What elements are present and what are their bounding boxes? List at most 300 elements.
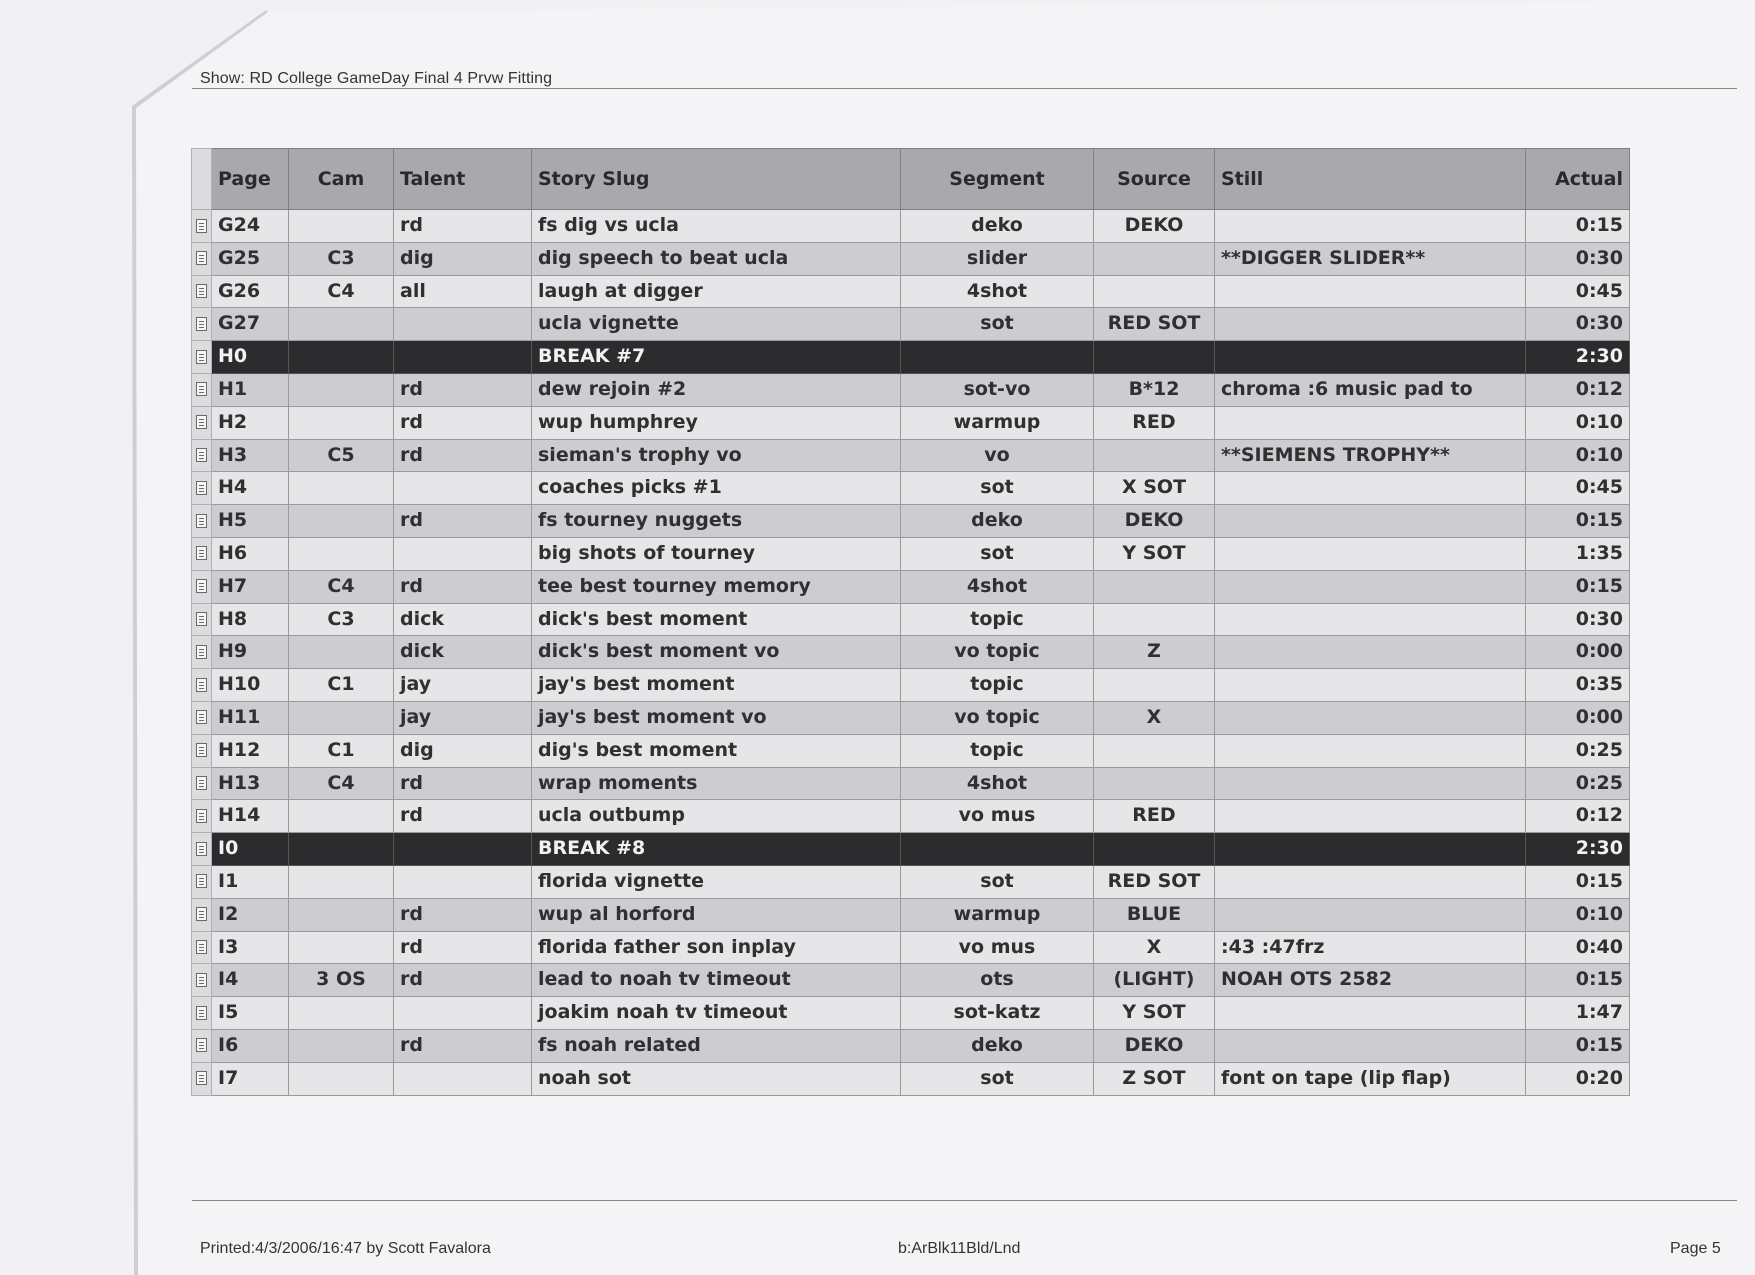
cell-source bbox=[1094, 242, 1215, 275]
cell-actual: 1:35 bbox=[1526, 537, 1630, 570]
cell-story-slug: tee best tourney memory bbox=[532, 570, 901, 603]
row-document-icon bbox=[196, 612, 207, 626]
cell-still bbox=[1215, 997, 1526, 1030]
row-icon-cell bbox=[192, 341, 212, 374]
cell-source: DEKO bbox=[1094, 210, 1215, 243]
cell-actual: 2:30 bbox=[1526, 341, 1630, 374]
cell-page: H10 bbox=[212, 669, 289, 702]
cell-still: chroma :6 music pad to bbox=[1215, 373, 1526, 406]
row-document-icon bbox=[196, 546, 207, 560]
row-document-icon bbox=[196, 514, 207, 528]
table-row[interactable] bbox=[192, 439, 1630, 472]
cell-source: RED SOT bbox=[1094, 308, 1215, 341]
table-row[interactable] bbox=[192, 242, 1630, 275]
cell-segment: sot-vo bbox=[901, 373, 1094, 406]
column-header-segment: Segment bbox=[901, 149, 1094, 210]
cell-source bbox=[1094, 767, 1215, 800]
cell-page: I2 bbox=[212, 898, 289, 931]
cell-still bbox=[1215, 570, 1526, 603]
cell-source: X SOT bbox=[1094, 472, 1215, 505]
cell-talent bbox=[394, 472, 532, 505]
row-document-icon bbox=[196, 350, 207, 364]
row-icon-cell bbox=[192, 636, 212, 669]
cell-segment: warmup bbox=[901, 406, 1094, 439]
cell-segment: deko bbox=[901, 210, 1094, 243]
cell-page: G27 bbox=[212, 308, 289, 341]
cell-still bbox=[1215, 472, 1526, 505]
cell-story-slug: coaches picks #1 bbox=[532, 472, 901, 505]
cell-cam bbox=[289, 898, 394, 931]
row-document-icon bbox=[196, 415, 207, 429]
row-icon-cell bbox=[192, 997, 212, 1030]
cell-source: DEKO bbox=[1094, 1029, 1215, 1062]
column-header-still: Still bbox=[1215, 149, 1526, 210]
cell-cam bbox=[289, 833, 394, 866]
cell-still bbox=[1215, 833, 1526, 866]
row-document-icon bbox=[196, 874, 207, 888]
cell-talent: rd bbox=[394, 570, 532, 603]
row-document-icon bbox=[196, 1071, 207, 1085]
cell-page: H11 bbox=[212, 701, 289, 734]
cell-cam bbox=[289, 800, 394, 833]
table-row[interactable] bbox=[192, 701, 1630, 734]
cell-page: H7 bbox=[212, 570, 289, 603]
table-row[interactable] bbox=[192, 570, 1630, 603]
page-number: Page 5 bbox=[1670, 1240, 1721, 1257]
cell-still bbox=[1215, 275, 1526, 308]
cell-source: RED SOT bbox=[1094, 865, 1215, 898]
cell-still: font on tape (lip flap) bbox=[1215, 1062, 1526, 1095]
cell-segment: vo topic bbox=[901, 701, 1094, 734]
cell-still: :43 :47frz bbox=[1215, 931, 1526, 964]
cell-story-slug: dew rejoin #2 bbox=[532, 373, 901, 406]
cell-source: (LIGHT) bbox=[1094, 964, 1215, 997]
cell-still bbox=[1215, 636, 1526, 669]
cell-cam bbox=[289, 537, 394, 570]
cell-actual: 0:10 bbox=[1526, 406, 1630, 439]
row-icon-cell bbox=[192, 439, 212, 472]
cell-talent: rd bbox=[394, 931, 532, 964]
cell-actual: 0:45 bbox=[1526, 472, 1630, 505]
cell-cam bbox=[289, 1029, 394, 1062]
cell-cam: C3 bbox=[289, 242, 394, 275]
cell-cam bbox=[289, 505, 394, 538]
cell-source bbox=[1094, 570, 1215, 603]
row-document-icon bbox=[196, 973, 207, 987]
row-document-icon bbox=[196, 678, 207, 692]
cell-segment bbox=[901, 833, 1094, 866]
cell-source bbox=[1094, 833, 1215, 866]
cell-cam: 3 OS bbox=[289, 964, 394, 997]
cell-source: RED bbox=[1094, 406, 1215, 439]
row-icon-cell bbox=[192, 833, 212, 866]
row-document-icon bbox=[196, 645, 207, 659]
table-row[interactable] bbox=[192, 931, 1630, 964]
cell-page: H2 bbox=[212, 406, 289, 439]
table-row[interactable] bbox=[192, 308, 1630, 341]
cell-actual: 0:25 bbox=[1526, 767, 1630, 800]
cell-story-slug: dig speech to beat ucla bbox=[532, 242, 901, 275]
cell-source bbox=[1094, 275, 1215, 308]
cell-segment: sot bbox=[901, 472, 1094, 505]
cell-actual: 0:45 bbox=[1526, 275, 1630, 308]
cell-still bbox=[1215, 669, 1526, 702]
cell-still bbox=[1215, 341, 1526, 374]
cell-page: G24 bbox=[212, 210, 289, 243]
cell-talent: rd bbox=[394, 373, 532, 406]
cell-cam bbox=[289, 997, 394, 1030]
cell-talent bbox=[394, 997, 532, 1030]
cell-page: I0 bbox=[212, 833, 289, 866]
cell-actual: 0:20 bbox=[1526, 1062, 1630, 1095]
show-title: Show: RD College GameDay Final 4 Prvw Fitting bbox=[200, 70, 553, 87]
cell-talent: rd bbox=[394, 767, 532, 800]
column-header-cam: Cam bbox=[289, 149, 394, 210]
cell-still bbox=[1215, 734, 1526, 767]
cell-segment: ots bbox=[901, 964, 1094, 997]
cell-still bbox=[1215, 603, 1526, 636]
cell-page: H13 bbox=[212, 767, 289, 800]
cell-story-slug: jay's best moment vo bbox=[532, 701, 901, 734]
cell-source: DEKO bbox=[1094, 505, 1215, 538]
column-header-actual: Actual bbox=[1526, 149, 1630, 210]
row-document-icon bbox=[196, 219, 207, 233]
cell-source: Y SOT bbox=[1094, 537, 1215, 570]
footer-rule bbox=[192, 1200, 1737, 1201]
table-row[interactable] bbox=[192, 964, 1630, 997]
cell-story-slug: big shots of tourney bbox=[532, 537, 901, 570]
row-document-icon bbox=[196, 284, 207, 298]
cell-cam bbox=[289, 865, 394, 898]
cell-segment: 4shot bbox=[901, 275, 1094, 308]
cell-story-slug: wup humphrey bbox=[532, 406, 901, 439]
row-document-icon bbox=[196, 809, 207, 823]
cell-page: H3 bbox=[212, 439, 289, 472]
table-row[interactable] bbox=[192, 898, 1630, 931]
cell-actual: 0:15 bbox=[1526, 570, 1630, 603]
row-icon-header bbox=[192, 149, 212, 210]
cell-segment: 4shot bbox=[901, 767, 1094, 800]
cell-still: **DIGGER SLIDER** bbox=[1215, 242, 1526, 275]
cell-story-slug: joakim noah tv timeout bbox=[532, 997, 901, 1030]
cell-page: I4 bbox=[212, 964, 289, 997]
cell-story-slug: dig's best moment bbox=[532, 734, 901, 767]
cell-still bbox=[1215, 767, 1526, 800]
cell-page: H8 bbox=[212, 603, 289, 636]
cell-still bbox=[1215, 1029, 1526, 1062]
row-icon-cell bbox=[192, 275, 212, 308]
cell-actual: 0:10 bbox=[1526, 898, 1630, 931]
row-icon-cell bbox=[192, 537, 212, 570]
cell-cam: C1 bbox=[289, 734, 394, 767]
row-icon-cell bbox=[192, 603, 212, 636]
cell-source: Y SOT bbox=[1094, 997, 1215, 1030]
cell-cam bbox=[289, 308, 394, 341]
cell-source: X bbox=[1094, 701, 1215, 734]
cell-cam bbox=[289, 406, 394, 439]
cell-talent: dig bbox=[394, 734, 532, 767]
cell-story-slug: lead to noah tv timeout bbox=[532, 964, 901, 997]
cell-story-slug: noah sot bbox=[532, 1062, 901, 1095]
print-format: b:ArBlk11Bld/Lnd bbox=[898, 1240, 1021, 1257]
cell-page: H1 bbox=[212, 373, 289, 406]
cell-still: NOAH OTS 2582 bbox=[1215, 964, 1526, 997]
cell-still bbox=[1215, 865, 1526, 898]
cell-source: Z bbox=[1094, 636, 1215, 669]
cell-page: I1 bbox=[212, 865, 289, 898]
cell-page: H5 bbox=[212, 505, 289, 538]
cell-segment bbox=[901, 341, 1094, 374]
row-icon-cell bbox=[192, 800, 212, 833]
cell-actual: 0:00 bbox=[1526, 636, 1630, 669]
table-row[interactable] bbox=[192, 275, 1630, 308]
cell-actual: 0:15 bbox=[1526, 210, 1630, 243]
row-icon-cell bbox=[192, 406, 212, 439]
table-row[interactable] bbox=[192, 734, 1630, 767]
cell-talent: jay bbox=[394, 669, 532, 702]
cell-actual: 0:10 bbox=[1526, 439, 1630, 472]
cell-actual: 0:40 bbox=[1526, 931, 1630, 964]
row-document-icon bbox=[196, 743, 207, 757]
cell-segment: 4shot bbox=[901, 570, 1094, 603]
cell-segment: slider bbox=[901, 242, 1094, 275]
cell-page: G26 bbox=[212, 275, 289, 308]
table-row[interactable] bbox=[192, 669, 1630, 702]
cell-still bbox=[1215, 210, 1526, 243]
cell-source bbox=[1094, 734, 1215, 767]
cell-cam: C4 bbox=[289, 570, 394, 603]
cell-segment: sot bbox=[901, 1062, 1094, 1095]
cell-talent: rd bbox=[394, 406, 532, 439]
cell-talent: rd bbox=[394, 439, 532, 472]
table-row[interactable] bbox=[192, 636, 1630, 669]
cell-talent bbox=[394, 341, 532, 374]
table-row[interactable] bbox=[192, 373, 1630, 406]
row-icon-cell bbox=[192, 701, 212, 734]
table-row[interactable] bbox=[192, 997, 1630, 1030]
row-document-icon bbox=[196, 579, 207, 593]
cell-talent: dick bbox=[394, 636, 532, 669]
cell-story-slug: fs noah related bbox=[532, 1029, 901, 1062]
cell-still bbox=[1215, 406, 1526, 439]
cell-talent: rd bbox=[394, 898, 532, 931]
row-icon-cell bbox=[192, 1029, 212, 1062]
cell-still bbox=[1215, 308, 1526, 341]
cell-segment: topic bbox=[901, 603, 1094, 636]
row-icon-cell bbox=[192, 472, 212, 505]
cell-actual: 0:30 bbox=[1526, 603, 1630, 636]
table-row[interactable] bbox=[192, 1062, 1630, 1095]
cell-actual: 0:15 bbox=[1526, 1029, 1630, 1062]
row-document-icon bbox=[196, 1038, 207, 1052]
cell-talent: rd bbox=[394, 800, 532, 833]
column-header-story-slug: Story Slug bbox=[532, 149, 901, 210]
cell-cam bbox=[289, 636, 394, 669]
cell-source bbox=[1094, 669, 1215, 702]
table-row[interactable] bbox=[192, 472, 1630, 505]
row-icon-cell bbox=[192, 734, 212, 767]
row-document-icon bbox=[196, 940, 207, 954]
cell-page: H12 bbox=[212, 734, 289, 767]
cell-talent bbox=[394, 865, 532, 898]
cell-page: H0 bbox=[212, 341, 289, 374]
cell-source bbox=[1094, 341, 1215, 374]
row-icon-cell bbox=[192, 210, 212, 243]
table-row[interactable] bbox=[192, 800, 1630, 833]
cell-cam bbox=[289, 931, 394, 964]
cell-still bbox=[1215, 505, 1526, 538]
row-icon-cell bbox=[192, 1062, 212, 1095]
header-rule bbox=[192, 88, 1737, 89]
cell-still bbox=[1215, 701, 1526, 734]
cell-segment: vo bbox=[901, 439, 1094, 472]
table-row[interactable] bbox=[192, 1029, 1630, 1062]
cell-talent bbox=[394, 537, 532, 570]
cell-talent bbox=[394, 833, 532, 866]
cell-cam bbox=[289, 373, 394, 406]
cell-story-slug: laugh at digger bbox=[532, 275, 901, 308]
table-row[interactable] bbox=[192, 865, 1630, 898]
table-row[interactable] bbox=[192, 341, 1630, 374]
cell-cam bbox=[289, 701, 394, 734]
cell-cam: C1 bbox=[289, 669, 394, 702]
row-document-icon bbox=[196, 481, 207, 495]
cell-page: I3 bbox=[212, 931, 289, 964]
row-icon-cell bbox=[192, 767, 212, 800]
table-row[interactable] bbox=[192, 767, 1630, 800]
table-row[interactable] bbox=[192, 603, 1630, 636]
row-document-icon bbox=[196, 382, 207, 396]
column-header-source: Source bbox=[1094, 149, 1215, 210]
cell-actual: 2:30 bbox=[1526, 833, 1630, 866]
cell-page: I5 bbox=[212, 997, 289, 1030]
cell-cam: C4 bbox=[289, 767, 394, 800]
cell-story-slug: ucla vignette bbox=[532, 308, 901, 341]
cell-segment: deko bbox=[901, 505, 1094, 538]
cell-actual: 0:30 bbox=[1526, 242, 1630, 275]
cell-story-slug: sieman's trophy vo bbox=[532, 439, 901, 472]
cell-actual: 0:00 bbox=[1526, 701, 1630, 734]
cell-talent: all bbox=[394, 275, 532, 308]
row-document-icon bbox=[196, 907, 207, 921]
cell-page: I7 bbox=[212, 1062, 289, 1095]
cell-source: RED bbox=[1094, 800, 1215, 833]
cell-talent: rd bbox=[394, 505, 532, 538]
cell-story-slug: dick's best moment bbox=[532, 603, 901, 636]
row-icon-cell bbox=[192, 865, 212, 898]
table-row[interactable] bbox=[192, 406, 1630, 439]
table-row[interactable] bbox=[192, 833, 1630, 866]
row-document-icon bbox=[196, 710, 207, 724]
cell-actual: 0:15 bbox=[1526, 964, 1630, 997]
row-document-icon bbox=[196, 251, 207, 265]
row-icon-cell bbox=[192, 669, 212, 702]
cell-cam: C3 bbox=[289, 603, 394, 636]
cell-segment: vo mus bbox=[901, 931, 1094, 964]
column-header-talent: Talent bbox=[394, 149, 532, 210]
cell-source bbox=[1094, 603, 1215, 636]
rundown-body bbox=[192, 210, 1630, 1096]
row-icon-cell bbox=[192, 898, 212, 931]
table-row[interactable] bbox=[192, 210, 1630, 243]
cell-actual: 0:25 bbox=[1526, 734, 1630, 767]
cell-story-slug: BREAK #8 bbox=[532, 833, 901, 866]
cell-talent bbox=[394, 1062, 532, 1095]
cell-story-slug: ucla outbump bbox=[532, 800, 901, 833]
column-header-page: Page bbox=[212, 149, 289, 210]
row-icon-cell bbox=[192, 931, 212, 964]
cell-still bbox=[1215, 800, 1526, 833]
cell-page: I6 bbox=[212, 1029, 289, 1062]
cell-source: BLUE bbox=[1094, 898, 1215, 931]
cell-story-slug: wup al horford bbox=[532, 898, 901, 931]
cell-source: Z SOT bbox=[1094, 1062, 1215, 1095]
cell-still bbox=[1215, 537, 1526, 570]
cell-actual: 0:15 bbox=[1526, 505, 1630, 538]
cell-still bbox=[1215, 898, 1526, 931]
cell-source: X bbox=[1094, 931, 1215, 964]
cell-story-slug: wrap moments bbox=[532, 767, 901, 800]
row-document-icon bbox=[196, 448, 207, 462]
cell-talent: dick bbox=[394, 603, 532, 636]
cell-talent: rd bbox=[394, 964, 532, 997]
cell-segment: deko bbox=[901, 1029, 1094, 1062]
cell-page: H14 bbox=[212, 800, 289, 833]
cell-page: H6 bbox=[212, 537, 289, 570]
cell-story-slug: BREAK #7 bbox=[532, 341, 901, 374]
cell-actual: 1:47 bbox=[1526, 997, 1630, 1030]
cell-talent: dig bbox=[394, 242, 532, 275]
cell-story-slug: fs tourney nuggets bbox=[532, 505, 901, 538]
cell-segment: sot bbox=[901, 865, 1094, 898]
cell-segment: warmup bbox=[901, 898, 1094, 931]
table-row[interactable] bbox=[192, 537, 1630, 570]
cell-segment: sot bbox=[901, 537, 1094, 570]
cell-source bbox=[1094, 439, 1215, 472]
row-icon-cell bbox=[192, 373, 212, 406]
cell-segment: topic bbox=[901, 734, 1094, 767]
cell-cam bbox=[289, 210, 394, 243]
cell-talent: rd bbox=[394, 1029, 532, 1062]
cell-source: B*12 bbox=[1094, 373, 1215, 406]
row-icon-cell bbox=[192, 308, 212, 341]
cell-talent bbox=[394, 308, 532, 341]
cell-talent: rd bbox=[394, 210, 532, 243]
cell-story-slug: dick's best moment vo bbox=[532, 636, 901, 669]
cell-talent: jay bbox=[394, 701, 532, 734]
cell-story-slug: florida father son inplay bbox=[532, 931, 901, 964]
row-document-icon bbox=[196, 776, 207, 790]
cell-segment: topic bbox=[901, 669, 1094, 702]
table-row[interactable] bbox=[192, 505, 1630, 538]
row-document-icon bbox=[196, 1006, 207, 1020]
row-document-icon bbox=[196, 842, 207, 856]
cell-segment: sot bbox=[901, 308, 1094, 341]
cell-actual: 0:35 bbox=[1526, 669, 1630, 702]
row-icon-cell bbox=[192, 570, 212, 603]
row-icon-cell bbox=[192, 242, 212, 275]
cell-cam bbox=[289, 341, 394, 374]
cell-segment: sot-katz bbox=[901, 997, 1094, 1030]
printed-by: Printed:4/3/2006/16:47 by Scott Favalora bbox=[200, 1240, 491, 1257]
cell-cam bbox=[289, 472, 394, 505]
cell-cam: C5 bbox=[289, 439, 394, 472]
cell-segment: vo topic bbox=[901, 636, 1094, 669]
row-icon-cell bbox=[192, 964, 212, 997]
cell-story-slug: florida vignette bbox=[532, 865, 901, 898]
cell-cam: C4 bbox=[289, 275, 394, 308]
row-document-icon bbox=[196, 317, 207, 331]
